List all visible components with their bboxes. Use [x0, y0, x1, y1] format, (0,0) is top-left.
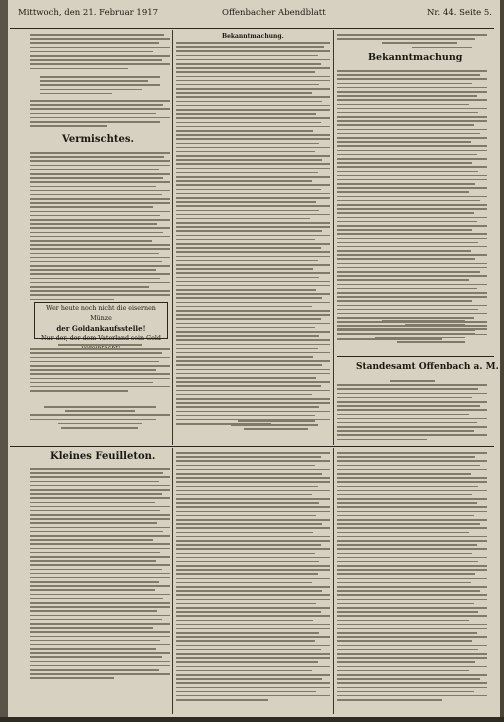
col1-signature-block: [30, 406, 170, 431]
col3-standesamt-text: [337, 380, 487, 443]
page-header: [10, 6, 494, 22]
col3-bekanntmachung-text: [337, 70, 487, 342]
column-rule-3: [172, 448, 173, 714]
col2-heading: Bekanntmachung.: [222, 33, 284, 40]
feuilleton-col3-text: [337, 452, 487, 703]
col1-article-2: [30, 100, 170, 129]
gold-box-line-1: Wer heute noch nicht die eisernen Münze: [46, 305, 156, 322]
feuilleton-col1-text: [30, 468, 170, 682]
feuilleton-heading: Kleines Feuilleton.: [50, 451, 156, 462]
col3-divider: [337, 356, 494, 357]
col1-table: [40, 76, 160, 97]
feuilleton-rule: [10, 446, 494, 447]
col1-notice-text: [30, 344, 170, 394]
book-binding: [0, 0, 8, 722]
header-rule: [10, 28, 494, 29]
column-rule-4: [333, 448, 334, 714]
standesamt-heading: Standesamt Offenbach a. M.: [356, 362, 499, 372]
gold-purchase-box: [34, 302, 168, 342]
page-bottom-edge: [0, 717, 504, 722]
col1-vermischtes-text: [30, 152, 170, 303]
header-issue: Nr. 44. Seite 5.: [426, 8, 492, 18]
col2-text: [176, 42, 330, 427]
header-date: Mittwoch, den 21. Februar 1917: [18, 8, 159, 18]
col1-article-top: [30, 34, 170, 72]
bekanntmachung-heading: Bekanntmachung: [368, 52, 463, 63]
gold-box-line-3: Nur der, der dem Vaterland sein Gold: [41, 335, 161, 342]
column-rule-1: [172, 30, 173, 445]
vermischtes-heading: Vermischtes.: [62, 134, 134, 145]
gold-box-line-2: der Goldankaufsstelle!: [56, 324, 146, 333]
col3-top-text: [337, 34, 487, 51]
col3-signature: [337, 320, 487, 345]
feuilleton-col2-text: [176, 452, 330, 703]
col2-signature: [176, 420, 330, 433]
column-rule-2: [333, 30, 334, 445]
header-paper-title: Offenbacher Abendblatt: [222, 8, 326, 18]
